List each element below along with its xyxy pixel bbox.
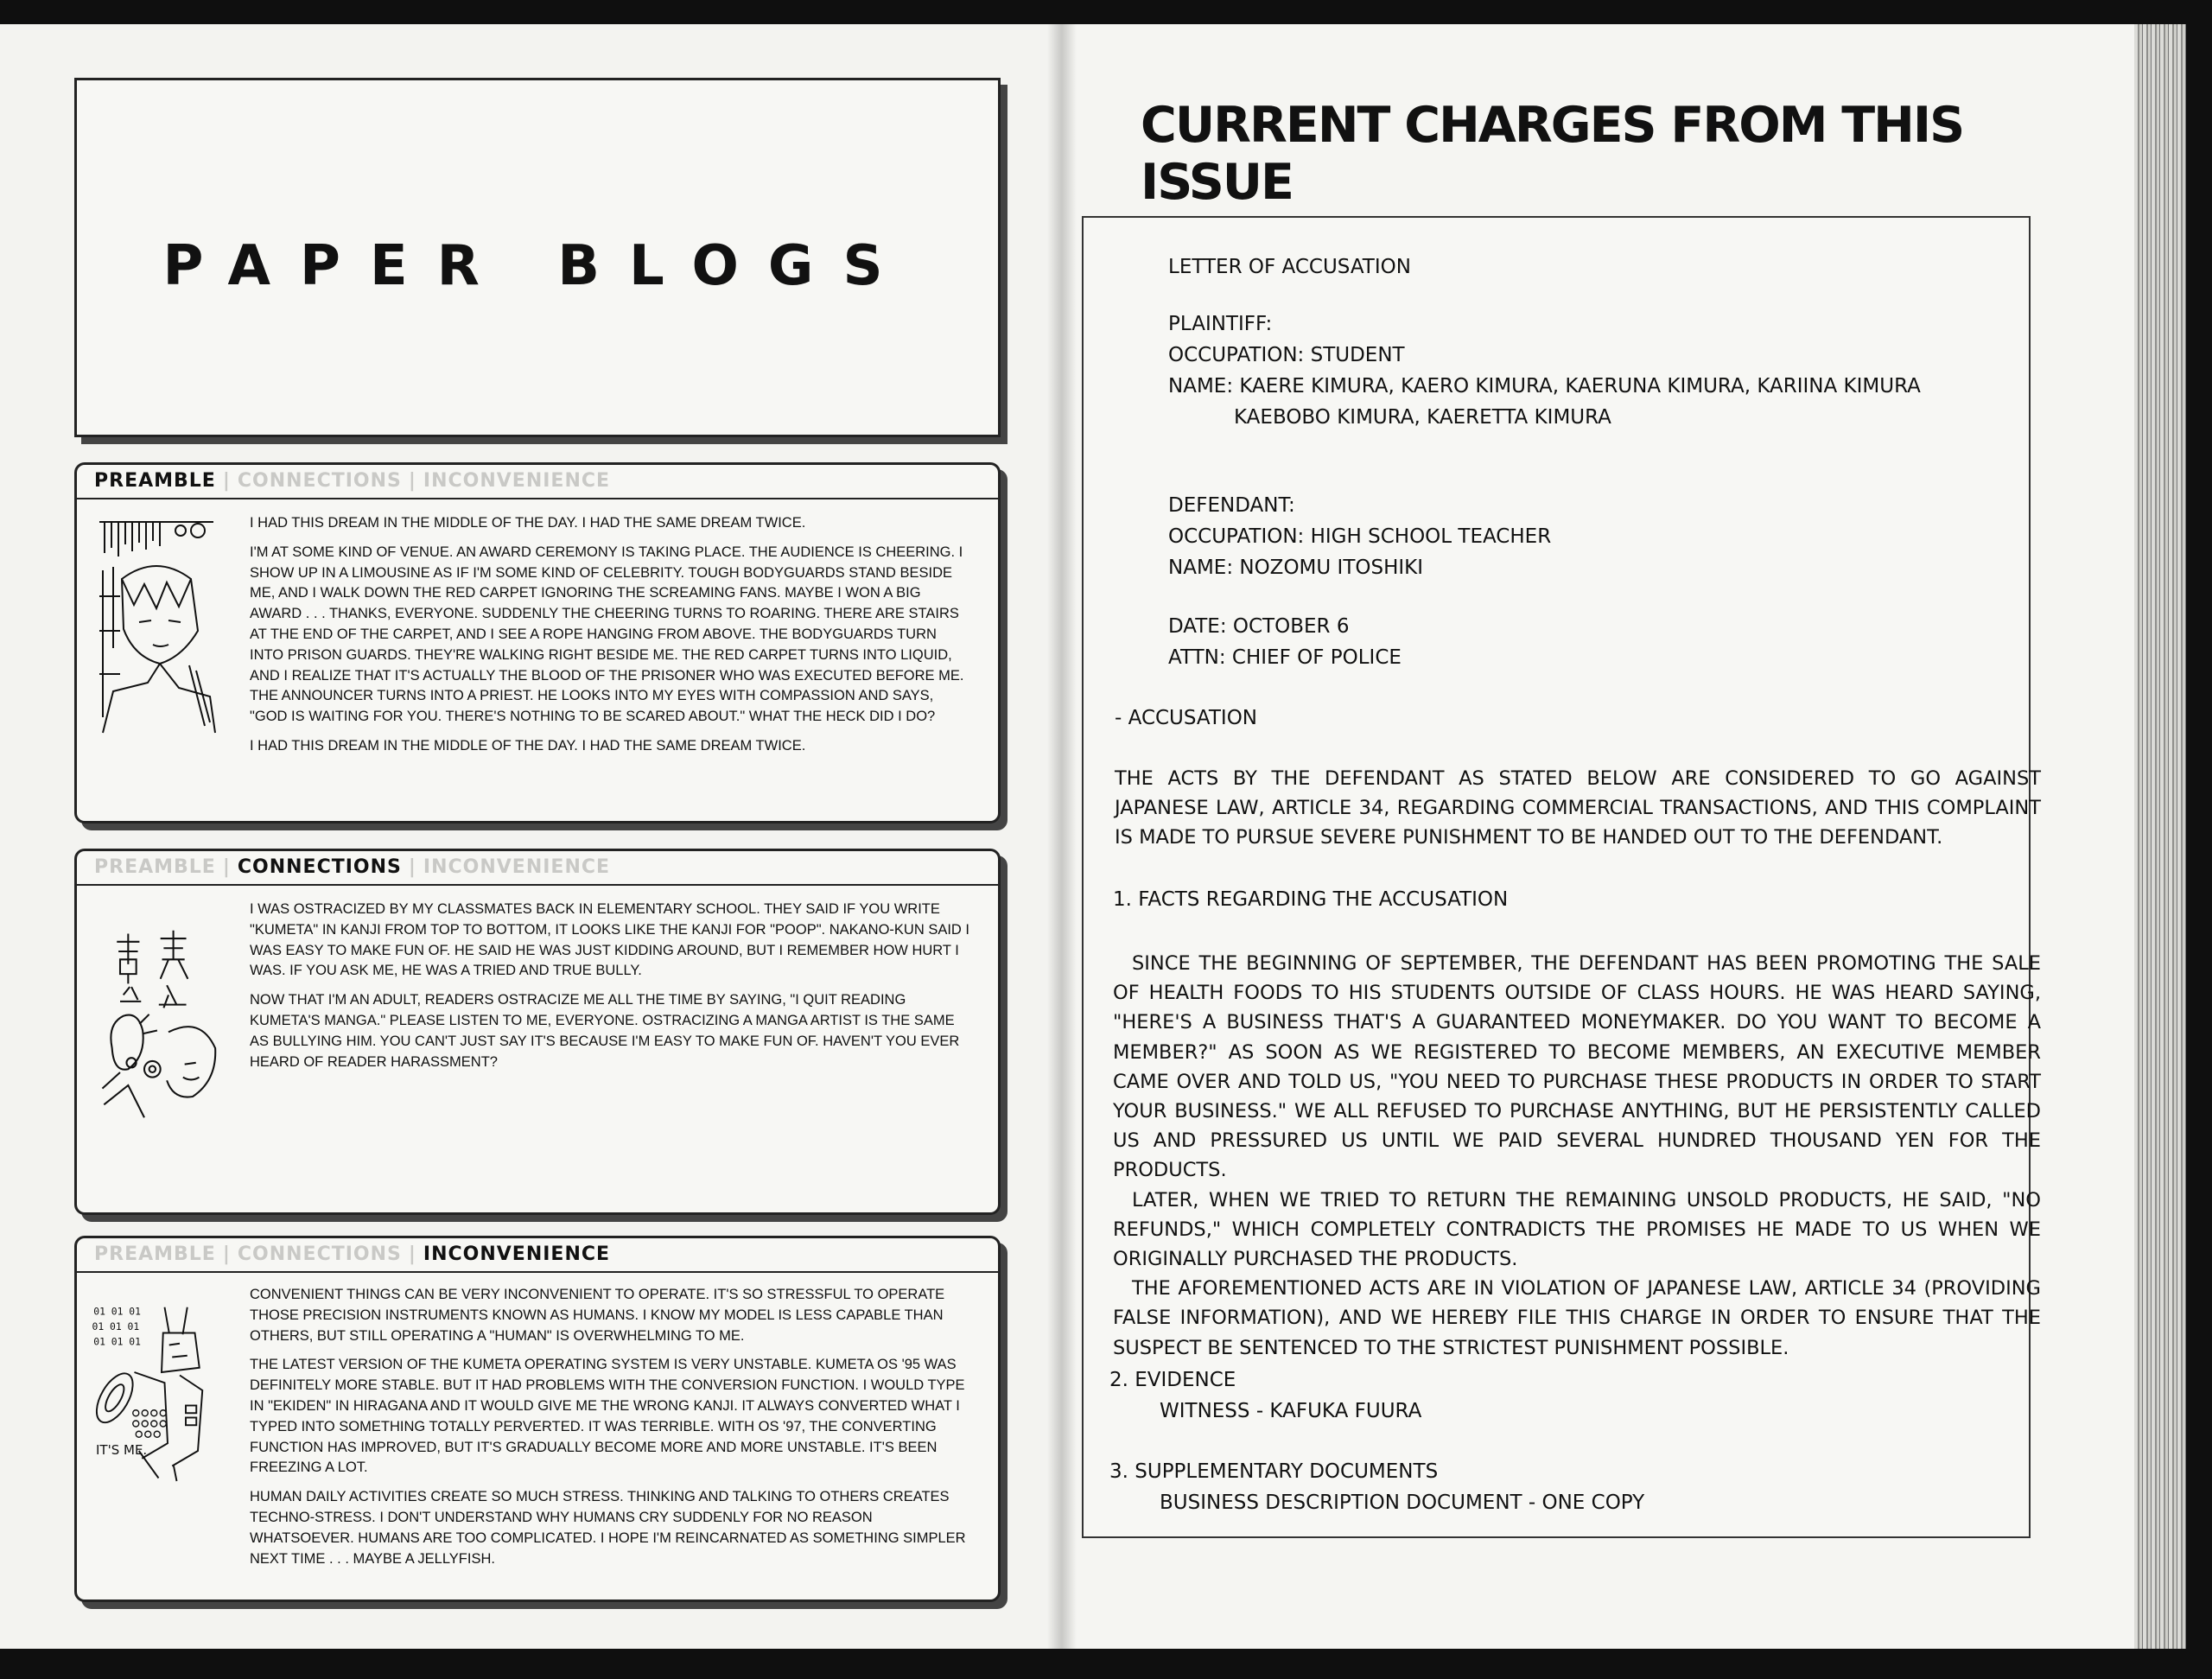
accusation-text — [1115, 764, 2041, 853]
plaintiff-occupation: OCCUPATION: STUDENT — [1168, 344, 1405, 366]
its-me-label: IT'S ME. — [96, 1442, 148, 1458]
facts-heading: 1. FACTS REGARDING THE ACCUSATION — [1113, 888, 1509, 911]
tab-inconvenience: INCONVENIENCE — [423, 1243, 611, 1265]
robot-self-portrait-illustration — [89, 1287, 210, 1494]
blog-inconvenience — [74, 1236, 1001, 1602]
accusation-heading: - ACCUSATION — [1115, 707, 1258, 729]
inconvenience-paragraph: THE LATEST VERSION OF THE KUMETA OPERATING SYSTEM IS VERY UNSTABLE. KUMETA OS '95 WAS DEFINITELY MORE STABLE. BUT IT HAD PROBLEMS WITH THE CONVERSION FUNCTION. I WOULD TYPE IN "EKIDEN" IN HIRAGANA AND IT WOULD GIVE ME THE WRONG KANJI. IT ALWAYS CONVERTED WHAT I TYPED INTO SOMETHING TOTALLY PERVERTED. IT WAS TERRIBLE. WITH OS '97, THE CONVERTING FUNCTION HAS IMPROVED, BUT IT'S GRADUALLY BECOME MORE AND MORE UNSTABLE. IT'S BEEN FREEZING A LOT. — [250, 1357, 965, 1476]
blog-tabs: PREAMBLE | CONNECTIONS | INCONVENIENCE — [77, 851, 998, 886]
facts-text — [1113, 949, 2041, 1363]
connections-text — [250, 900, 974, 1081]
blog-tabs: PREAMBLE | CONNECTIONS | INCONVENIENCE — [77, 1238, 998, 1273]
preamble-paragraph: I'M AT SOME KIND OF VENUE. AN AWARD CEREMONY IS TAKING PLACE. THE AUDIENCE IS CHEERING. I SHOW UP IN A LIMOUSINE AS IF I'M SOME KIND OF CELEBRITY. TOUGH BODYGUARDS STAND BESIDE ME, AND I WALK DOWN THE RED CARPET IGNORING THE SCREAMING FANS. MAYBE I WON A BIG AWARD . . . THANKS, EVERYONE. SUDDENLY THE CHEERING TURNS TO ROARING. THERE ARE STAIRS AT THE END OF THE CARPET, AND I SEE A ROPE HANGING FROM ABOVE. THE BODYGUARDS TURN INTO PRISON GUARDS. THEY'RE WALKING RIGHT BESIDE ME. THE RED CARPET TURNS INTO LIQUID, AND I REALIZE THAT IT'S ACTUALLY THE BLOOD OF THE PRISONER WHO WAS EXECUTED BEFORE ME. THE ANNOUNCER TURNS INTO A PRIEST. HE LOOKS INTO MY EYES WITH COMPASSION AND SAYS, "GOD IS WAITING FOR YOU. THERE'S NOTHING TO BE SCARED ABOUT." WHAT THE HECK DID I DO? — [250, 544, 964, 725]
connections-paragraph: I WAS OSTRACIZED BY MY CLASSMATES BACK IN ELEMENTARY SCHOOL. THEY SAID IF YOU WRITE "KUMETA" IN KANJI FROM TOP TO BOTTOM, IT LOOKS LIKE THE KANJI FOR "POOP". NAKANO-KUN SAID I WAS EASY TO MAKE FUN OF. HE SAID HE WAS JUST KIDDING AROUND, BUT I REMEMBER HOW HURT I WAS. IF YOU ASK ME, HE WAS A TRIED AND TRUE BULLY. — [250, 901, 970, 979]
paper-blogs-title-box — [74, 78, 1001, 437]
svg-text:01 01 01: 01 01 01 — [93, 1335, 141, 1348]
facts-paragraph: LATER, WHEN WE TRIED TO RETURN THE REMAINING UNSOLD PRODUCTS, HE SAID, "NO REFUNDS," WHICH COMPLETELY CONTRADICTS THE PROMISES HE MADE TO US WHEN WE ORIGINALLY PURCHASED THE PRODUCTS. — [1113, 1188, 2041, 1271]
preamble-paragraph: I HAD THIS DREAM IN THE MIDDLE OF THE DAY. I HAD THE SAME DREAM TWICE. — [250, 515, 806, 531]
defendant-label: DEFENDANT: — [1168, 494, 1295, 517]
paper-blogs-title: PAPER BLOGS — [162, 234, 912, 298]
inconvenience-paragraph: HUMAN DAILY ACTIVITIES CREATE SO MUCH STRESS. THINKING AND TALKING TO OTHERS CREATES TECHNO-STRESS. I DON'T UNDERSTAND WHY HUMANS CRY SUDDENLY FOR NO REASON WHATSOEVER. HUMANS ARE TOO COMPLICATED. I HOPE I'M REINCARNATED AS SOMETHING SIMPLER NEXT TIME . . . MAYBE A JELLYFISH. — [250, 1489, 966, 1567]
facts-paragraph: SINCE THE BEGINNING OF SEPTEMBER, THE DEFENDANT HAS BEEN PROMOTING THE SALE OF HEALTH FOODS TO HIS STUDENTS OUTSIDE OF CLASS HOURS. HE WAS HEARD SAYING, "HERE'S A BUSINESS THAT'S A GUARANTEED MONEYMAKER. DO YOU WANT TO BECOME A MEMBER?" AS SOON AS WE REGISTERED TO BECOME MEMBERS, AN EXECUTIVE MEMBER CAME OVER AND TOLD US, "YOU NEED TO PURCHASE THESE PRODUCTS IN ORDER TO START YOUR BUSINESS." WE ALL REFUSED TO PURCHASE ANYTHING, BUT HE PERSISTENTLY CALLED US AND PRESSURED US UNTIL WE PAID SEVERAL HUNDRED THOUSAND YEN FOR THE PRODUCTS. — [1113, 952, 2041, 1182]
tab-preamble: PREAMBLE — [94, 1243, 216, 1265]
tab-preamble: PREAMBLE — [94, 470, 216, 492]
letter-attn: ATTN: CHIEF OF POLICE — [1168, 646, 1402, 669]
supplementary-heading: 3. SUPPLEMENTARY DOCUMENTS — [1109, 1460, 1439, 1483]
svg-text:01 01 01: 01 01 01 — [92, 1320, 140, 1332]
inconvenience-text — [250, 1285, 974, 1578]
kanji-poop-illustration — [96, 920, 217, 1128]
defendant-name: NAME: NOZOMU ITOSHIKI — [1168, 556, 1424, 579]
plaintiff-label: PLAINTIFF: — [1168, 313, 1273, 335]
defendant-occupation: OCCUPATION: HIGH SCHOOL TEACHER — [1168, 525, 1552, 548]
current-charges-title: CURRENT CHARGES FROM THIS ISSUE — [1141, 97, 1964, 211]
inconvenience-paragraph: CONVENIENT THINGS CAN BE VERY INCONVENIENT TO OPERATE. IT'S SO STRESSFUL TO OPERATE THOSE PRECISION INSTRUMENTS KNOWN AS HUMANS. I KNOW MY MODEL IS LESS CAPABLE THAN OTHERS, BUT STILL OPERATING A "HUMAN" IS OVERWHELMING TO ME. — [250, 1287, 945, 1344]
evidence-heading: 2. EVIDENCE — [1109, 1369, 1236, 1391]
letter-heading: LETTER OF ACCUSATION — [1168, 256, 1411, 278]
connections-paragraph: NOW THAT I'M AN ADULT, READERS OSTRACIZE ME ALL THE TIME BY SAYING, "I QUIT READING KUMETA'S MANGA." PLEASE LISTEN TO ME, EVERYONE. OSTRACIZING A MANGA ARTIST IS THE SAME AS BULLYING HIM. YOU CAN'T JUST SAY IT'S BECAUSE I'M EASY TO MAKE FUN OF. HAVEN'T YOU EVER HEARD OF READER HARASSMENT? — [250, 992, 960, 1070]
plaintiff-names: NAME: KAERE KIMURA, KAERO KIMURA, KAERUNA KIMURA, KARIINA KIMURA — [1168, 375, 1921, 397]
tab-inconvenience: INCONVENIENCE — [423, 856, 611, 878]
tab-preamble: PREAMBLE — [94, 856, 216, 878]
facts-paragraph: THE AFOREMENTIONED ACTS ARE IN VIOLATION OF JAPANESE LAW, ARTICLE 34 (PROVIDING FALSE INFORMATION), AND WE HEREBY FILE THIS CHARGE IN ORDER TO ENSURE THAT THE SUSPECT BE SENTENCED TO THE STRICTEST PUNISHMENT POSSIBLE. — [1113, 1277, 2041, 1359]
tab-inconvenience: INCONVENIENCE — [423, 470, 611, 492]
blog-preamble — [74, 462, 1001, 824]
tab-connections: CONNECTIONS — [237, 1243, 402, 1265]
blog-tabs: PREAMBLE | CONNECTIONS | INCONVENIENCE — [77, 465, 998, 499]
svg-text:01 01 01: 01 01 01 — [93, 1305, 141, 1318]
tab-connections: CONNECTIONS — [237, 856, 402, 878]
artist-portrait-illustration — [96, 518, 217, 735]
plaintiff-names-continued: KAEBOBO KIMURA, KAERETTA KIMURA — [1234, 406, 1611, 429]
evidence-item: WITNESS - KAFUKA FUURA — [1160, 1400, 1422, 1422]
book-gutter — [1047, 24, 1077, 1649]
blog-connections — [74, 849, 1001, 1215]
tab-connections: CONNECTIONS — [237, 470, 402, 492]
page-edges — [2134, 24, 2186, 1649]
preamble-paragraph: I HAD THIS DREAM IN THE MIDDLE OF THE DAY. I HAD THE SAME DREAM TWICE. — [250, 737, 806, 754]
preamble-text — [250, 513, 974, 766]
accusation-paragraph: THE ACTS BY THE DEFENDANT AS STATED BELOW ARE CONSIDERED TO GO AGAINST JAPANESE LAW, ARTICLE 34, REGARDING COMMERCIAL TRANSACTIONS, AND THIS COMPLAINT IS MADE TO PURSUE SEVERE PUNISHMENT TO BE HANDED OUT TO THE DEFENDANT. — [1115, 767, 2041, 849]
supplementary-item: BUSINESS DESCRIPTION DOCUMENT - ONE COPY — [1160, 1491, 1645, 1514]
letter-date: DATE: OCTOBER 6 — [1168, 615, 1350, 638]
